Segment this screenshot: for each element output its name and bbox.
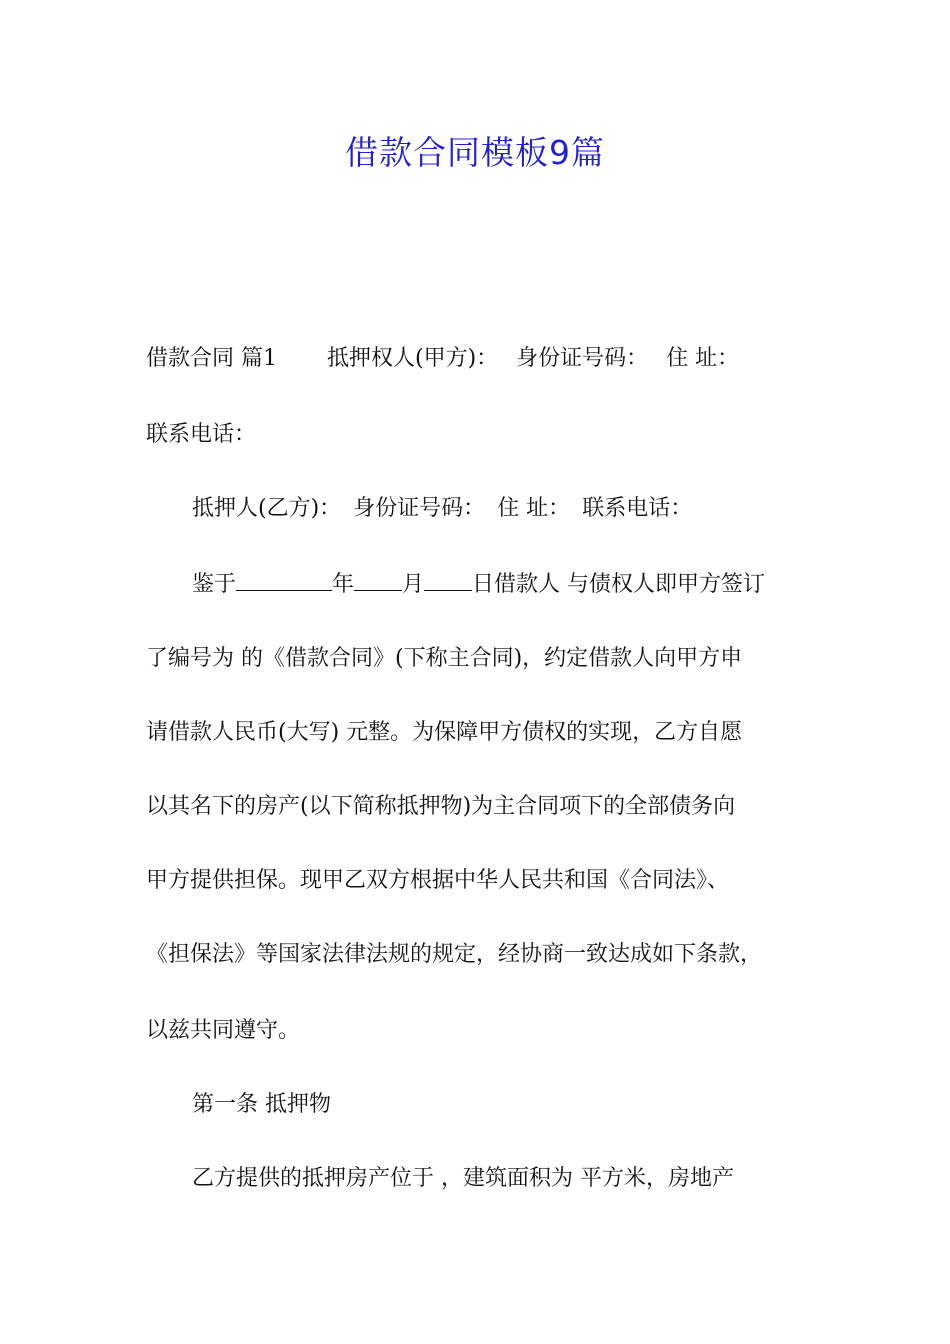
id-number-label: 身份证号码： bbox=[516, 346, 649, 371]
header-line-parties-a bbox=[146, 344, 739, 374]
paragraph-line: 以兹共同遵守。 bbox=[146, 1018, 301, 1043]
id-number-label-b: 身份证号码： bbox=[353, 496, 486, 521]
text-segment: 月 bbox=[402, 572, 425, 597]
text-segment: 鉴于 bbox=[192, 572, 237, 597]
article-heading: 第一条 抵押物 bbox=[192, 1092, 331, 1117]
paragraph-line: 了编号为 的《借款合同》(下称主合同)，约定借款人向甲方申 bbox=[146, 646, 743, 671]
paragraph-line: 甲方提供担保。现甲乙双方根据中华人民共和国《合同法》、 bbox=[146, 868, 730, 893]
document-title: 借款合同模板9篇 bbox=[345, 133, 605, 172]
address-label-b: 住 址： bbox=[497, 496, 571, 521]
paragraph-line: 请借款人民币(大写) 元整。为保障甲方债权的实现，乙方自愿 bbox=[146, 720, 743, 745]
header-line-parties-b bbox=[192, 494, 692, 524]
mortgagee-label: 抵押权人(甲方)： bbox=[327, 346, 499, 371]
paragraph-line: 以其名下的房产(以下简称抵押物)为主合同项下的全部债务向 bbox=[146, 794, 736, 819]
address-label: 住 址： bbox=[666, 346, 740, 371]
paragraph-line: 乙方提供的抵押房产位于 ，建筑面积为 平方米，房地产 bbox=[192, 1166, 734, 1191]
paragraph-line bbox=[192, 568, 765, 600]
section-heading: 借款合同 篇1 bbox=[146, 346, 277, 371]
text-segment: 日借款人 与债权人即甲方签订 bbox=[472, 572, 766, 597]
text-segment: 年 bbox=[332, 572, 355, 597]
year-blank bbox=[236, 568, 332, 591]
day-blank bbox=[424, 568, 472, 591]
phone-label-line: 联系电话： bbox=[146, 422, 257, 447]
phone-label-b: 联系电话： bbox=[582, 496, 693, 521]
month-blank bbox=[354, 568, 402, 591]
paragraph-line: 《担保法》等国家法律法规的规定，经协商一致达成如下条款， bbox=[146, 942, 763, 967]
mortgagor-label: 抵押人(乙方)： bbox=[192, 496, 342, 521]
